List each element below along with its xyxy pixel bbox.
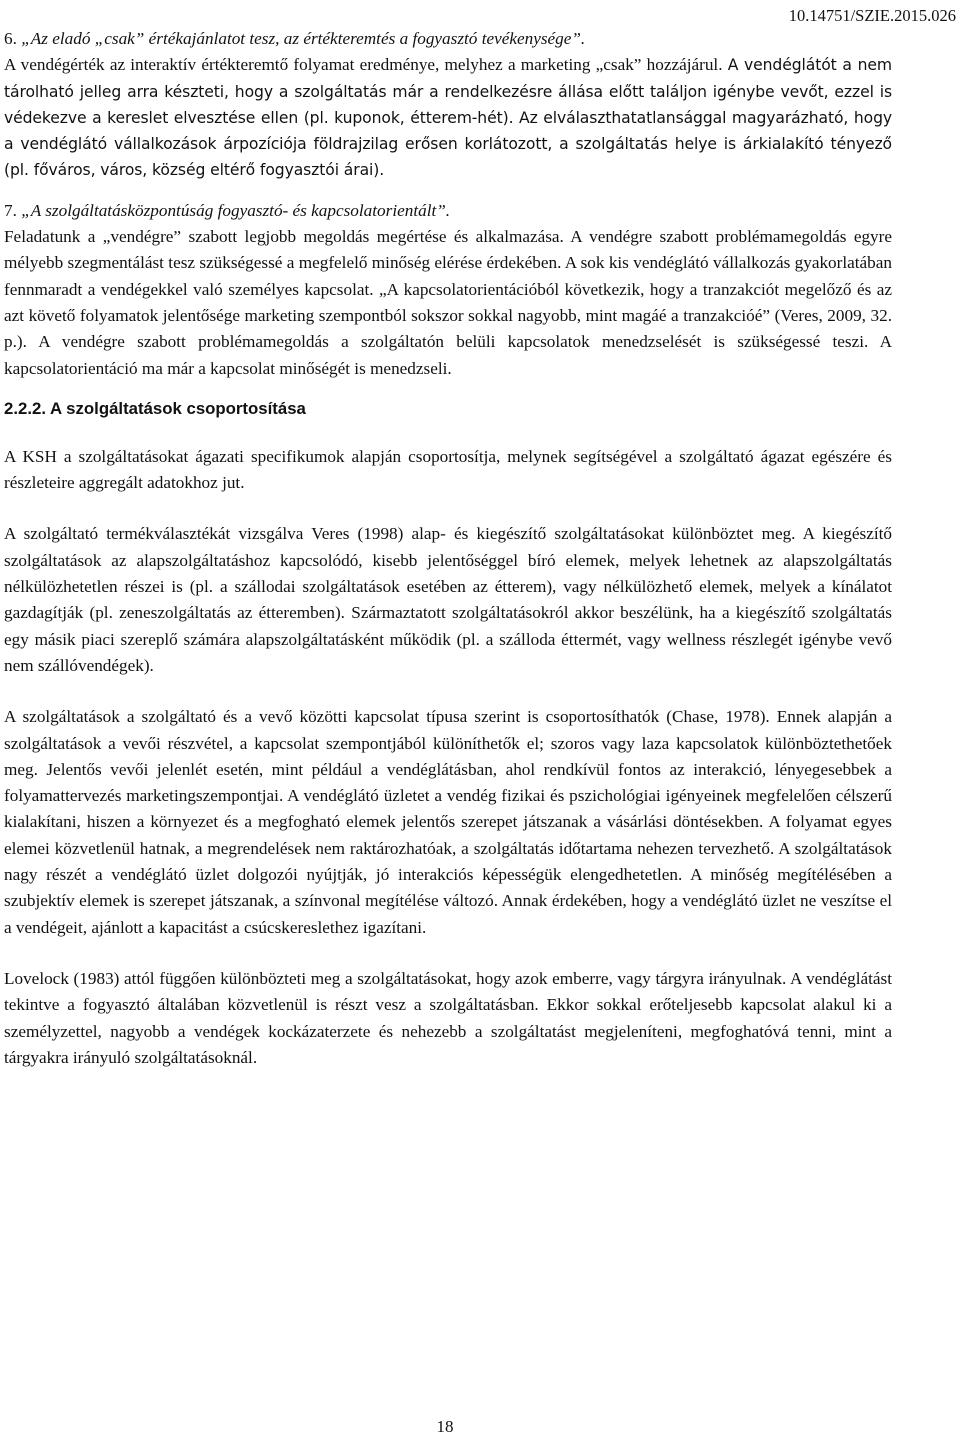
paragraph-ksh: A KSH a szolgáltatásokat ágazati specifikumok alapján csoportosítja, melynek segítségével a szolgáltató ágazat egészére és részleteire aggregált adatokhoz jut. bbox=[4, 446, 892, 493]
page-number: 18 bbox=[436, 1417, 454, 1436]
section-6-title bbox=[4, 26, 892, 52]
doi-header: 10.14751/SZIE.2015.026 bbox=[788, 6, 956, 25]
section-7-number: 7. bbox=[4, 200, 22, 220]
section-6-body bbox=[4, 52, 892, 183]
section-6-body-serif: A vendégérték az interaktív értékteremtő folyamat eredménye, melyhez a marketing „csak” hozzájárul. bbox=[4, 55, 728, 75]
paragraph-chase: A szolgáltatások a szolgáltató és a vevő közötti kapcsolat típusa szerint is csoportosíthatók (Chase, 1978). Ennek alapján a szolgáltatások a vevői részvétel, a kapcsolat szempontjából különíthetők el; szoros vagy laza kapcsolatok különböztethetőek meg. Jelentős vevői jelenlét esetén, mint például a vendéglátásban, ahol rendkívül fontos az interakció, lényegesebbek a folyamattervezés marketingszempontjai. A vendéglátó üzletet a vendég fizikai és pszichológiai igényeinek megfelelően célszerű kialakítani, hiszen a környezet és a megfogható elemek jelentős szerepet játszanak a vásárlási döntésekben. A folyamat egyes elemei közvetlenül hatnak, a megrendelések nem raktározhatóak, a szolgáltatás időtartama nehezen tervezhető. A szolgáltatások nagy részét a vendéglátó üzlet dolgozói nyújtják, jó interakciós képességük elengedhetetlen. A minőség megítélésében a szubjektív elemek is szerepet játszanak, a színvonal megítélése változó. Annak érdekében, hogy a vendéglátó üzlet ne veszítse el a vendégeit, ajánlott a kapacitást a csúcskereslethez igazítani. bbox=[4, 707, 892, 937]
section-6-body-sans: A vendéglátót a nem tárolható jelleg arra készteti, hogy a szolgáltatás már a rendelkezésre állása előtt találjon igénybe vevőt, ezzel is védekezve a kereslet elvesztése ellen (pl. kuponok, étterem-hét). Az elválaszthatatlansággal magyarázható, hogy a vendéglátó vállalkozások árpozíciója földrajzilag erősen korlátozott, a szolgáltatás helye is árkialakító tényező (pl. főváros, város, község eltérő fogyasztói árai). bbox=[4, 56, 892, 180]
paragraph-lovelock: Lovelock (1983) attól függően különbözteti meg a szolgáltatásokat, hogy azok emberre, vagy tárgyra irányulnak. A vendéglátást tekintve a fogyasztó általában közvetlenül is részt vesz a szolgáltatásban. Ekkor sokkal erőteljesebb kapcsolat alakul ki a személyzettel, nagyobb a vendégek kockázaterzete és nehezebb a szolgáltatást megjeleníteni, megfoghatóvá tenni, mint a tárgyakra irányuló szolgáltatásoknál. bbox=[4, 968, 892, 1067]
section-7-title bbox=[4, 198, 892, 224]
section-7-title-text: „A szolgáltatásközpontúság fogyasztó- és kapcsolatorientált”. bbox=[21, 200, 451, 220]
document-body bbox=[4, 26, 892, 1071]
section-7-body: Feladatunk a „vendégre” szabott legjobb megoldás megértése és alkalmazása. A vendégre szabott problémamegoldás egyre mélyebb szegmentálást tesz szükségessé a megfelelő minőség elérése érdekében. A sok kis vendéglátó vállalkozás gyakorlatában fennmaradt a vendégekkel való személyes kapcsolat. „A kapcsolatorientációból következik, hogy a tranzakciót megelőző és az azt követő folyamatok jelentősége marketing szempontból sokszor sokkal nagyobb, mint magáé a tranzakcióé” (Veres, 2009, 32. p.). A vendégre szabott problémamegoldás a szolgáltatón belüli kapcsolatok menedzselését is szükségessé teszi. A kapcsolatorientáció ma már a kapcsolat minőségét is menedzseli. bbox=[4, 227, 892, 378]
section-6-title-text: „Az eladó „csak” értékajánlatot tesz, az értékteremtés a fogyasztó tevékenysége”. bbox=[21, 29, 586, 48]
subsection-heading: 2.2.2. A szolgáltatások csoportosítása bbox=[4, 398, 306, 418]
paragraph-veres: A szolgáltató termékválasztékát vizsgálva Veres (1998) alap- és kiegészítő szolgáltatásokat különböztet meg. A kiegészítő szolgáltatások az alapszolgáltatáshoz kapcsolódó, kisebb jelentőséggel bíró elemek, melyek lehetnek az alapszolgáltatás nélkülözhetetlen részei is (pl. a szállodai szolgáltatások esetében az étterem), vagy nélkülözhető elemek, melyek a kínálatot gazdagítják (pl. zeneszolgáltatás az étteremben). Származtatott szolgáltatásokról akkor beszélünk, ha a kiegészítő szolgáltatás egy másik piaci szereplő számára alapszolgáltatásként működik (pl. a szálloda éttermét, vagy wellness részlegét igénybe vevő nem szállóvendégek). bbox=[4, 524, 892, 675]
section-6-number: 6. bbox=[4, 29, 22, 48]
